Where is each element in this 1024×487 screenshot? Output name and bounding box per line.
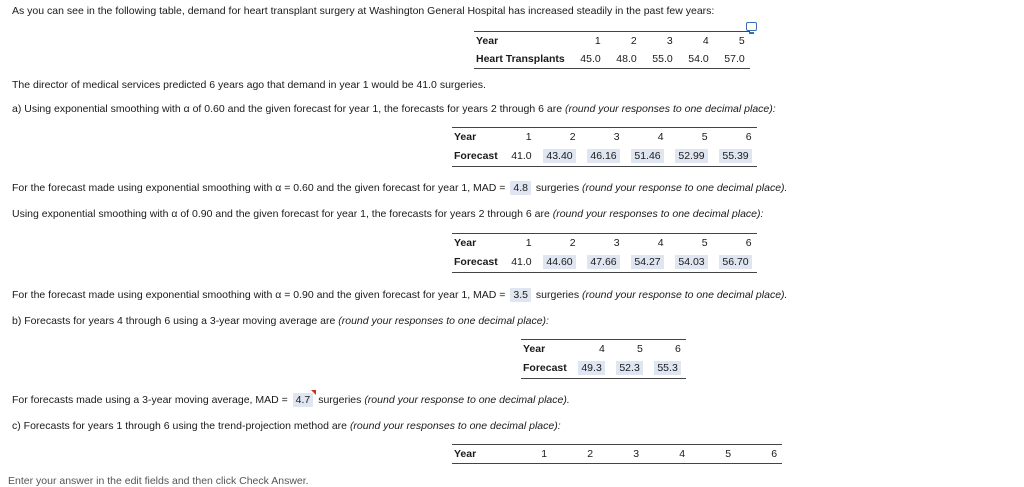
demand-value: 55.0 — [642, 50, 678, 69]
row-label-heart-transplants: Heart Transplants — [474, 50, 570, 69]
forecast-input[interactable]: 52.99 — [675, 149, 707, 163]
mad-a090-unit: surgeries — [535, 289, 580, 301]
year-cell: 6 — [713, 234, 757, 253]
year-cell: 1 — [536, 445, 552, 464]
demand-value: 48.0 — [606, 50, 642, 69]
part-b-prompt — [12, 315, 549, 327]
forecast-input[interactable]: 54.27 — [631, 255, 663, 269]
row-label-forecast: Forecast — [521, 358, 572, 379]
year-cell: 5 — [690, 445, 736, 464]
mad-a060-label: For the forecast made using exponential smoothing with α = 0.60 and the given forecast for year 1, MAD = — [12, 182, 506, 194]
mad-a090-line — [12, 288, 787, 302]
forecast-input[interactable]: 55.3 — [654, 361, 680, 375]
forecast-input[interactable]: 52.3 — [616, 361, 642, 375]
mad-a060-input[interactable]: 4.8 — [510, 181, 531, 195]
part-c-prompt — [12, 420, 561, 432]
year-cell: 2 — [552, 445, 598, 464]
forecast-input[interactable]: 54.03 — [675, 255, 707, 269]
mad-ma-unit: surgeries — [318, 394, 362, 406]
mad-a090-label: For the forecast made using exponential smoothing with α = 0.90 and the given forecast for year 1, MAD = — [12, 289, 506, 301]
row-label-year: Year — [452, 234, 506, 253]
year-cell: 5 — [669, 128, 713, 147]
year-cell: 3 — [642, 32, 678, 51]
part-a-prompt-italic: (round your responses to one decimal place): — [564, 103, 776, 115]
year-cell: 5 — [610, 340, 648, 359]
year-cell: 4 — [625, 128, 669, 147]
demand-table — [474, 31, 750, 69]
forecast-value: 41.0 — [506, 146, 536, 167]
forecast-input[interactable]: 56.70 — [719, 255, 751, 269]
mad-a090-hint: (round your response to one decimal place). — [582, 289, 788, 301]
year-cell: 2 — [537, 128, 581, 147]
year-cell: 3 — [581, 234, 625, 253]
forecast-value: 41.0 — [506, 252, 536, 273]
row-label-year: Year — [521, 340, 572, 359]
mad-a060-line — [12, 181, 787, 195]
part-b-prompt-italic: (round your responses to one decimal place): — [338, 315, 549, 327]
moving-average-table — [521, 339, 686, 379]
year-cell: 1 — [506, 128, 536, 147]
year-cell: 3 — [581, 128, 625, 147]
part-a2-prompt — [12, 208, 763, 220]
forecast-input[interactable]: 49.3 — [578, 361, 604, 375]
demand-value: 57.0 — [714, 50, 750, 69]
row-label-year: Year — [452, 128, 506, 147]
forecast-input[interactable]: 47.66 — [587, 255, 619, 269]
row-label-year: Year — [474, 32, 570, 51]
year-cell: 3 — [598, 445, 644, 464]
year-cell: 4 — [572, 340, 610, 359]
year-cell: 2 — [606, 32, 642, 51]
year-cell: 5 — [714, 32, 750, 51]
intro-text: As you can see in the following table, demand for heart transplant surgery at Washington General Hospital has increased steadily in the past few years: — [12, 5, 715, 17]
director-text: The director of medical services predicted 6 years ago that demand in year 1 would be 41.0 surgeries. — [12, 79, 486, 91]
forecast-input[interactable]: 55.39 — [719, 149, 751, 163]
trend-projection-table — [452, 444, 782, 464]
part-a2-prompt-main: Using exponential smoothing with α of 0.90 and the given forecast for year 1, the forecasts for years 2 through 6 are — [12, 208, 553, 220]
forecast-table-a090 — [452, 233, 757, 273]
part-c-prompt-main: c) Forecasts for years 1 through 6 using the trend-projection method are — [12, 420, 350, 432]
part-a-prompt — [12, 103, 776, 115]
forecast-input[interactable]: 44.60 — [543, 255, 575, 269]
year-cell: 2 — [537, 234, 581, 253]
demand-value: 54.0 — [678, 50, 714, 69]
row-label-forecast: Forecast — [452, 252, 506, 273]
year-cell: 6 — [736, 445, 782, 464]
mad-ma-hint: (round your response to one decimal place). — [364, 394, 570, 406]
part-b-prompt-main: b) Forecasts for years 4 through 6 using a 3-year moving average are — [12, 315, 339, 327]
footer-hint: Enter your answer in the edit fields and then click Check Answer. — [8, 475, 309, 487]
forecast-input[interactable]: 46.16 — [587, 149, 619, 163]
mad-moving-average-line — [12, 393, 570, 407]
row-label-forecast: Forecast — [452, 146, 506, 167]
year-cell: 4 — [644, 445, 690, 464]
copy-icon[interactable] — [746, 22, 757, 31]
forecast-input[interactable]: 43.40 — [543, 149, 575, 163]
year-cell: 6 — [713, 128, 757, 147]
forecast-table-a060 — [452, 127, 757, 167]
row-label-year: Year — [452, 445, 536, 464]
mad-a090-input[interactable]: 3.5 — [510, 288, 531, 302]
demand-value: 45.0 — [570, 50, 606, 69]
part-a2-prompt-italic: (round your responses to one decimal place): — [552, 208, 764, 220]
year-cell: 6 — [648, 340, 686, 359]
mad-ma-label: For forecasts made using a 3-year moving average, MAD = — [12, 394, 288, 406]
mad-a060-hint: (round your response to one decimal place). — [582, 182, 788, 194]
part-c-prompt-italic: (round your responses to one decimal place): — [349, 420, 561, 432]
year-cell: 5 — [669, 234, 713, 253]
year-cell: 4 — [678, 32, 714, 51]
year-cell: 4 — [625, 234, 669, 253]
part-a-prompt-main: a) Using exponential smoothing with α of 0.60 and the given forecast for year 1, the forecasts for years 2 through 6 are — [12, 103, 565, 115]
year-cell: 1 — [506, 234, 536, 253]
mad-a060-unit: surgeries — [535, 182, 580, 194]
year-cell: 1 — [570, 32, 606, 51]
forecast-input[interactable]: 51.46 — [631, 149, 663, 163]
footer-hint-area — [0, 475, 380, 487]
mad-ma-input[interactable]: 4.7 — [293, 393, 314, 407]
